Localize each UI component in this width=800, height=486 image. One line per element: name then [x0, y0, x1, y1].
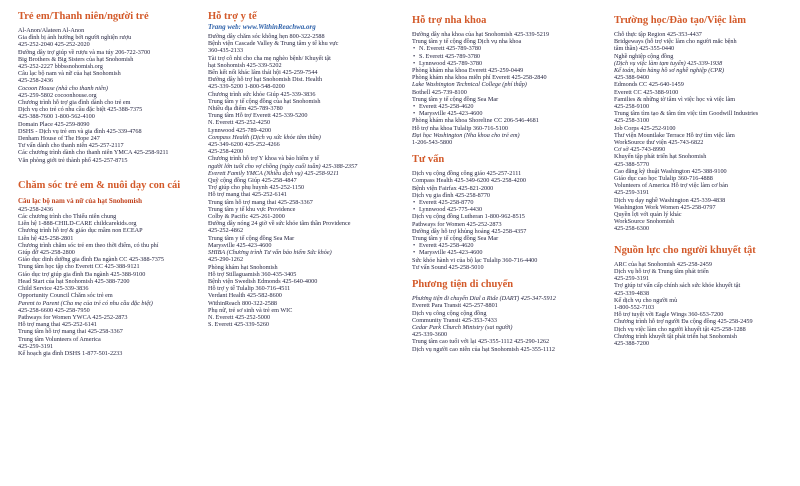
resource-line: Dịch vụ cho trẻ có nhu cầu đặc biệt 425-388-7375	[18, 106, 143, 114]
resource-line: Cedar Park Church Ministry (sai người)	[412, 323, 513, 331]
resource-line: 425-258-3100	[614, 117, 650, 125]
resource-line: Bệnh viện Cascade Valley & Trung tâm y tế khu vực	[208, 40, 339, 48]
resource-line: Lake Washington Technical College (phí thấp)	[412, 81, 527, 89]
resource-line: tâm thần) 425-355-0440	[614, 45, 675, 53]
resource-line: ARC của hạt Snohomish 425-258-2459	[614, 260, 712, 268]
resource-line: 425-259-5802 cocoonhouse.org	[18, 91, 97, 99]
resource-line: người lớn tuổi cho vợ chồng (ngày cuối tuần) 425-388-2357	[208, 162, 358, 170]
resource-line: Chỗ thực tập Region 425-353-4437	[614, 31, 702, 38]
resource-line: 425-252-2227 bbbssnohomish.org	[18, 63, 103, 71]
resource-line: Colby & Pacific 425-261-2000	[208, 213, 285, 221]
section	[208, 11, 386, 328]
group-heading: Câu lạc bộ nam và nữ của hạt Snohomish	[18, 196, 143, 205]
resource-line: Sức khỏe hành vi của bộ lạc Tulalip 360-716-4400	[412, 256, 538, 264]
resource-line: Lynnwood 425-789-4200	[208, 126, 272, 134]
resource-line: Chương trình khuyết tật phát triển hạt Snohomish	[614, 332, 737, 340]
resource-line: Pathways for Women 425-252-2873	[412, 220, 502, 228]
resource-line: • Lynnwood 425-775-4430	[412, 206, 594, 213]
resource-line: 425-388-9400	[614, 74, 650, 82]
resource-line: Denham House of The Hope 247	[18, 135, 100, 143]
resource-line: Hỗ trợ mang thai 425-252-6141	[208, 191, 287, 199]
resource-line: 425-388-7600 1-800-562-4100	[18, 113, 95, 121]
resource-line: Verdant Health 425-582-8600	[208, 292, 282, 300]
resource-line: Tài trợ cô nhi cho cha mẹ nghèo bệnh/ Khuyết tật	[208, 54, 331, 62]
resource-line: Kế hoạch gia đình DSHS 1-877-501-2233	[18, 349, 123, 357]
section-title: Nguồn lực cho người khuyết tật	[614, 244, 756, 256]
resource-line: Phương tiện đi chuyển Dial a Ride (DART) 425-347-5912	[412, 295, 556, 303]
resource-line: N. Everett 425-252-5000	[208, 313, 271, 321]
resource-line: Job Corps 425-252-9100	[614, 124, 676, 132]
resource-line: Dịch vụ công cộng cộng đồng	[412, 309, 487, 317]
resource-line: Tư vấn Sound 425-258-5010	[412, 263, 484, 271]
resource-list	[412, 170, 594, 271]
resource-line: Hỗ trợ nha khoa Tulalip 360-716-5100	[412, 124, 508, 132]
resource-line: Trợ giúp cho phụ huynh 425-252-1150	[208, 184, 305, 192]
resource-line: 1-800-552-7103	[614, 303, 655, 311]
resource-line: Parent to Parent (Cha mẹ của trẻ có nhu cầu đặc biệt)	[18, 299, 153, 307]
resource-line: Bệnh viện Swedish Edmonds 425-640-4000	[208, 277, 318, 285]
section	[412, 15, 594, 146]
resource-line: Đường dây nha khoa của hạt Snohomish 425-339-5219	[412, 31, 550, 38]
resource-line: Everett Family YMCA (Nhiều dịch vụ) 425-258-9211	[208, 169, 339, 177]
resource-line: Trung tâm y tế khu vực Providence	[208, 205, 296, 213]
resource-line: Trung tâm y tế cộng đồng Sea Mar	[208, 234, 295, 242]
resource-line: 425-259-3191	[614, 189, 650, 197]
resource-line: Quỹ cộng đồng Giúp 425-258-4847	[208, 177, 297, 185]
resource-line: Child Service 425-339-3836	[18, 285, 89, 293]
resource-line: Liên hệ 1-888-CHILD-CARE childcarekids.org	[18, 220, 137, 228]
resource-line: Giáo dục cao học Tulalip 360-716-4888	[614, 175, 713, 183]
resource-line: Cocoon House (nhà cho thanh niên)	[18, 84, 108, 92]
resource-line: Trung tâm cao tuổi với lại 425-355-1112 425-290-1262	[412, 338, 550, 346]
section-title: Phương tiện di chuyển	[412, 279, 514, 291]
resource-line: 425-258-2436	[18, 205, 54, 213]
resource-line: Edmonds CC 425-640-1459	[614, 81, 684, 89]
resource-line: • S. Everett 425-789-3780	[412, 53, 594, 60]
resource-line: Trung tâm y tế cộng đồng Dịch vụ nha khoa	[412, 38, 522, 46]
resource-line: Gia đình bị ảnh hưởng bởi người nghiện rượu	[18, 34, 132, 42]
resource-line: Washington Work Women 425-258-0797	[614, 203, 716, 211]
resource-line: Community Transit 425-353-7433	[412, 316, 497, 324]
resource-line: S. Everett 425-339-5260	[208, 321, 270, 329]
resource-line: Dịch vụ cộng đồng Lutheran 1-800-962-8515	[412, 213, 525, 221]
resource-line: Giáo dục trợ giúp gia đình Đa ngành 425-388-9100	[18, 270, 146, 278]
resource-line: Nghề nghiệp cộng đồng	[614, 52, 674, 60]
resource-line: Nhiều địa điểm 425-789-3780	[208, 105, 283, 113]
resource-line: 425-259-3191	[18, 342, 54, 350]
resource-line: • N. Everett 425-789-3780	[412, 45, 594, 52]
resource-line: WorkSource Snohomish	[614, 218, 675, 226]
column-1	[18, 0, 200, 357]
resource-line: Các chương trình dành cho thanh niên YMCA 425-258-9211	[18, 149, 169, 157]
column-3	[412, 0, 594, 353]
resource-line: Bothell 425-739-8100	[412, 88, 467, 96]
resource-line: Khuyến tập phát triển hạt Snohomish	[614, 153, 707, 161]
resource-line: Dịch vụ dạy nghề Washington 425-339-4838	[614, 196, 726, 204]
section	[614, 15, 792, 233]
resource-line: Phụ nữ, trẻ sơ sinh và trẻ em WIC	[208, 306, 293, 314]
resource-list	[412, 31, 594, 146]
resource-line: Hỗ trợ mang thai 425-252-6141	[18, 321, 97, 329]
resource-line: Trung tâm Volunteers of America	[18, 335, 101, 343]
resource-line: 425-339-3600	[412, 331, 448, 339]
resource-line: Trợ giúp tư vấn cấp chính sách sức khỏe khuyết tật	[614, 282, 741, 290]
resource-line: Head Start của hạt Snohomish 425-388-7200	[18, 277, 130, 285]
resource-line: Dịch vụ cộng đồng công giáo 425-257-2111	[412, 170, 522, 178]
resource-line: Liên hệ 425-258-2801	[18, 234, 74, 242]
resource-line: Opportunity Council Chăm sóc trẻ em	[18, 292, 113, 300]
resource-line: Kế toán, bán hàng hồ sơ nghề nghiệp (CPR)	[614, 67, 725, 75]
resource-line: Thư viện Mountlake Terrace Hỗ trợ tìm việc làm	[614, 131, 735, 139]
resource-line: Pathways for Women YWCA 425-252-2873	[18, 313, 128, 321]
resource-line: 425-388-5770	[614, 160, 650, 168]
resource-line: Chương trình hỗ trợ người Đa cộng đồng 425-258-2459	[614, 318, 753, 326]
resource-line: Đường dây nóng 24 giờ về sức khỏe tâm thần Providence	[208, 220, 351, 228]
resource-line: • Everett 425-258-8770	[412, 199, 594, 206]
resource-line: Dịch vụ gia đình 425-258-8770	[412, 191, 491, 199]
resource-line: Kế dịch vụ cho người mù	[614, 296, 678, 304]
section-title: Trường học/Đào tạo/Việc làm	[614, 15, 746, 26]
section-title: Chăm sóc trẻ em & nuôi dạy con cái	[18, 179, 181, 191]
resource-line: Chương trình hỗ trợ Y khoa và bảo hiểm y tế	[208, 155, 320, 163]
resource-line: SHIBA (Chương trình Tư vấn bảo hiểm Sức khỏe)	[208, 249, 332, 257]
resource-line: Al-Anon/Alateen Al-Anon	[18, 27, 85, 34]
resource-line: Everett Para Transit 425-257-8801	[412, 302, 498, 310]
resource-line: 425-349-6200 425-252-4266	[208, 141, 280, 149]
resource-line: Giáo dục dinh dưỡng gia đình Đa ngành CC 425-388-7375	[18, 256, 164, 264]
resource-list	[18, 27, 200, 164]
resource-line: Đường dây hỗ trợ hạt Snohomish Dist. Health	[208, 76, 323, 84]
resource-list	[208, 33, 386, 328]
resource-line: Dịch vụ việc làm cho người khuyết tật 425-258-1288	[614, 325, 746, 333]
resource-line: Tư vấn dành cho thanh niên 425-257-2117	[18, 142, 124, 150]
resource-line: Phòng khám nha khoa miễn phí Everett 425-258-2840	[412, 74, 547, 82]
resource-line: 425-258-6600 425-258-7950	[18, 306, 90, 314]
resource-line: Volunteers of America Hỗ trợ việc làm cơ bản	[614, 182, 728, 190]
resource-line: • Marysville 425-423-4600	[412, 110, 594, 117]
resource-line: Giúp đỡ 425-258-2800	[18, 249, 75, 257]
resource-line: 1-206-543-5800	[412, 139, 453, 147]
resource-line: Big Brothers & Big Sisters của hạt Snohomish	[18, 55, 134, 63]
resource-line: Phòng khám nha khoa Everett 425-259-0449	[412, 67, 524, 75]
resource-line: Trung tâm y tế cộng đồng Sea Mar	[412, 95, 499, 103]
column-2	[208, 0, 386, 328]
column-4	[614, 0, 792, 347]
resource-line: 425-258-6300	[614, 225, 650, 233]
section-title: Hỗ trợ nha khoa	[412, 15, 487, 26]
resource-line: Everett CC 425-388-9100	[614, 88, 679, 96]
resource-line: Câu lạc bộ nam và nữ của hạt Snohomish	[18, 70, 121, 78]
resource-line: • Everett 425-258-4620	[412, 103, 594, 110]
resource-line: Phòng khám hạt Snohomish	[208, 263, 278, 271]
resource-line: Trung tâm Hỗ trợ Everett 425-339-5200	[208, 112, 308, 120]
resource-line: 425-258-2436	[18, 77, 54, 85]
section	[412, 154, 594, 271]
section-title: Hỗ trợ y tế	[208, 11, 257, 22]
resource-line: 425-339-5200 1-800-548-0200	[208, 83, 285, 91]
resource-line: Chương trình hỗ trợ & giáo dục mầm non ECEAP	[18, 227, 143, 235]
resource-line: DSHS - Dịch vụ trẻ em và gia đình 425-339-4768	[18, 127, 142, 135]
resource-line: Chương trình hỗ trợ gia đình dành cho trẻ em	[18, 99, 131, 107]
resource-list	[614, 31, 792, 233]
resource-line: Quyền lợi với quản lý khác	[614, 211, 682, 219]
resource-line: 425-339-4838	[614, 289, 650, 297]
resource-line: Bến kết nối khác lâm thái hội 425-259-7544	[208, 69, 318, 77]
resource-line: Dịch vụ hỗ trợ & Trung tâm phát triển	[614, 267, 709, 275]
resource-line: • Everett 425-258-4620	[412, 242, 594, 249]
section	[614, 245, 792, 347]
section	[412, 279, 594, 353]
resource-line: 425-259-3191	[614, 275, 650, 283]
resource-line: Hỗ trợ tuyệt vời Eagle Wings 360-653-7200	[614, 311, 724, 319]
resource-line: Marysville 425-423-4600	[208, 241, 272, 249]
resource-line: Chương trình sức khỏe Giúp 425-339-3836	[208, 90, 316, 98]
resource-line: Cơ sở 425-743-8990	[614, 146, 666, 154]
resource-line: Văn phòng giới trẻ thành phố 425-257-8715	[18, 156, 128, 164]
section-title: Tư vấn	[412, 154, 445, 166]
resource-line: Chương trình chăm sóc trẻ em theo thời điểm, có thu phí	[18, 241, 159, 249]
resource-line: 425-388-7200	[614, 339, 650, 347]
resource-line: (Dịch vụ việc làm tạm tuyển) 425-339-1938	[614, 59, 723, 67]
resource-line: Domain Place 425-259-8090	[18, 120, 90, 128]
resource-line: 425-258-9100	[614, 103, 650, 111]
section	[18, 180, 200, 357]
resource-line: Bệnh viện Fairfax 425-821-2000	[412, 184, 494, 192]
resource-line: Trung tâm học tập cho Everett CC 425-388-9121	[18, 263, 140, 271]
resource-line: Trung tâm y tế cộng đồng Sea Mar	[412, 235, 499, 243]
section-subtitle: Trang web: www.WithinReachwa.org	[208, 23, 316, 31]
resource-line: Families & những tờ tâm vì việc học và việc làm	[614, 95, 736, 103]
resource-line: • Marysville 425-423-4600	[412, 249, 594, 256]
resource-line: Đường dây hỗ trợ khủng hoảng 425-258-4357	[412, 227, 527, 235]
resource-line: Phòng khám nha khoa Shoreline CC 206-546-4681	[412, 117, 539, 125]
resource-line: Trung tâm hỗ trợ mang thai 425-258-3367	[208, 198, 313, 206]
resource-list	[614, 261, 792, 347]
section-title: Trẻ em/Thanh niên/người trẻ	[18, 11, 149, 22]
resource-line: hạt Snohomish 425-339-5202	[208, 61, 282, 69]
resource-line: 425-290-1262	[208, 256, 244, 264]
resource-list	[18, 206, 200, 357]
resource-line: Đường dây trợ giúp về rượu và ma túy 206-722-3700	[18, 48, 151, 56]
resource-line: 425-252-2040 425-252-2020	[18, 41, 90, 49]
resource-line: Trung tâm hỗ trợ mang thai 425-258-3367	[18, 328, 123, 336]
resource-line: 360-435-2133	[208, 47, 244, 55]
resource-line: Cao đẳng kỹ thuật Washington 425-388-9100	[614, 167, 727, 175]
resource-list	[412, 295, 594, 353]
resource-line: Hỗ trợ Stillaguamish 360-435-3405	[208, 270, 297, 278]
resource-line: Compass Health (Dịch vụ sức khỏe tâm thần)	[208, 133, 321, 141]
resource-line: Trung tâm tìm tạo & tâm tìm việc tìm Goodwill Industries	[614, 110, 759, 118]
resource-line: Bridgeways (hỗ trợ việc làm cho người mắc bệnh	[614, 38, 737, 46]
resource-line: 425-258-4200	[208, 148, 244, 156]
resource-line: Dịch vụ người cao niên của hạt Snohomish 425-355-1112	[412, 345, 555, 353]
resource-line: N. Everett 425-252-4250	[208, 119, 271, 127]
resource-line: Trung tâm y tế cộng đồng của hạt Snohomish	[208, 97, 321, 105]
section	[18, 11, 200, 164]
resource-line: WorkSource thư viện 425-743-6822	[614, 139, 704, 147]
resource-line: Đường dây chăm sóc không hẹn 800-322-2588	[208, 33, 325, 40]
resource-line: WithinReach 800-322-2588	[208, 299, 278, 307]
resource-line: Compass Health 425-349-6200 425-258-4200	[412, 177, 526, 185]
resource-line: • Lynnwood 425-789-3780	[412, 60, 594, 67]
resource-line: 425-252-4862	[208, 227, 244, 235]
resource-line: Hỗ trợ y tế Tulalip 360-716-4511	[208, 285, 291, 293]
resource-line: Các chương trình cho Thiếu niên chung	[18, 213, 117, 221]
resource-line: Đại học Washington (Nha khoa cho trẻ em)	[412, 131, 520, 139]
